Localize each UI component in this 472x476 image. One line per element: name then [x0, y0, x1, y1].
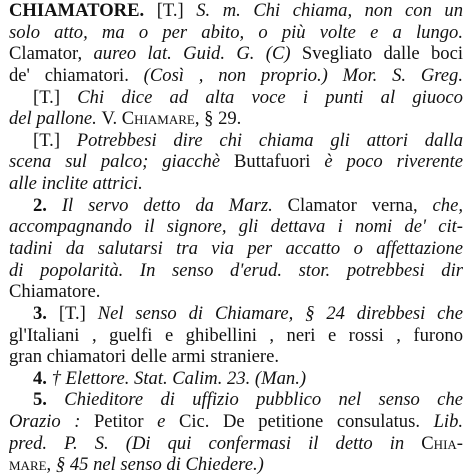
cross-reference: mare, — [9, 454, 52, 476]
definition-text: § 45 nel senso di Chiedere.) — [55, 454, 264, 476]
section-tag: [T.] — [156, 0, 184, 21]
entry-line-11 — [9, 216, 463, 238]
sense-number: 5. — [33, 389, 47, 411]
section-tag: [T.] — [33, 86, 61, 108]
latin-term: Clamator, — [9, 43, 83, 65]
entry-line-16 — [9, 325, 463, 347]
section-tag: [T.] — [33, 129, 61, 151]
entry-line-2 — [9, 22, 463, 44]
entry-line-22 — [9, 454, 463, 476]
entry-line-20 — [9, 411, 463, 433]
entry-line-10 — [33, 195, 463, 217]
entry-line-1 — [9, 0, 463, 22]
definition-text: Il servo detto da Marz. — [61, 194, 273, 216]
citation: Lib. — [433, 411, 463, 433]
definition-text: (Di qui confermasi il detto in — [125, 432, 405, 454]
entry-line-4 — [9, 65, 463, 87]
sense-number: 4. — [33, 367, 47, 389]
citation: pred. P. S. — [9, 432, 109, 454]
definition-text: tadini da salutarsi tra via per accatto o affettazione — [9, 238, 463, 259]
entry-line-8 — [9, 151, 463, 173]
entry-line-13 — [9, 260, 463, 282]
latin-term: Clamator verna, — [287, 194, 418, 216]
sense-number: 3. — [33, 302, 47, 324]
entry-line-12 — [9, 238, 463, 260]
example-term: Chiamatore. — [9, 281, 101, 303]
definition-text: Orazio : — [9, 411, 81, 433]
entry-line-5 — [33, 87, 463, 109]
definition-text: è poco riverente — [324, 151, 463, 173]
sense-number: 2. — [33, 194, 47, 216]
definition-text: e — [157, 411, 166, 433]
example-term: Buttafuori — [234, 151, 311, 173]
entry-line-15 — [33, 303, 463, 325]
entry-line-3 — [9, 43, 463, 65]
entry-line-7 — [33, 130, 463, 152]
definition-text: solo atto, ma o per abito, o più volte e a lungo. — [9, 21, 463, 43]
definition-text: del pallone. — [9, 108, 97, 130]
example-text: de' chiamatori. — [9, 64, 129, 86]
definition-text: di popolarità. In senso d'erud. stor. potrebbesi dir — [9, 259, 463, 281]
definition-text: che, — [432, 194, 463, 216]
definition-text: alle inclite attrici. — [9, 173, 143, 195]
cross-reference: V. Chiamare, § 29. — [101, 108, 242, 130]
entry-line-6 — [9, 108, 463, 130]
latin-term: Cic. — [178, 411, 210, 433]
definition-text: Nel senso di Chiamare, § 24 direbbesi che — [97, 302, 463, 324]
section-tag: [T.] — [58, 302, 86, 324]
latin-term: De petitione consulatus. — [223, 411, 420, 433]
definition-text: † Elettore. Stat. Calim. 23. (Man.) — [51, 367, 307, 389]
entry-line-14 — [9, 281, 463, 303]
entry-line-19 — [33, 389, 463, 411]
example-text: gran chiamatori delle armi straniere. — [9, 346, 279, 368]
headword: CHIAMATORE. — [9, 0, 145, 21]
cross-reference: Chia- — [421, 432, 463, 454]
example-text: gl'Italiani , guelfi e ghibellini , neri e rossi , furono — [9, 324, 463, 346]
entry-line-21 — [9, 433, 463, 455]
latin-term: Petitor — [93, 411, 144, 433]
definition-text: scena sul palco; giacchè — [9, 151, 221, 173]
citation: (Così , non proprio.) Mor. S. Greg. — [143, 64, 463, 86]
definition-text: accompagnando il signore, gli dettava i nomi de' cit- — [9, 216, 463, 238]
example-text: Svegliato dalle boci — [301, 43, 463, 65]
definition-text: S. m. Chi chiama, non con un — [196, 0, 463, 21]
citation: aureo lat. Guid. G. (C) — [93, 43, 291, 65]
definition-text: Chi dice ad alta voce i punti al giuoco — [77, 86, 463, 108]
entry-line-18 — [33, 368, 463, 390]
definition-text: Chieditore di uffizio pubblico nel senso che — [64, 389, 463, 411]
entry-line-17 — [9, 346, 463, 368]
entry-line-9 — [9, 173, 463, 195]
definition-text: Potrebbesi dire chi chiama gli attori dalla — [76, 129, 463, 151]
